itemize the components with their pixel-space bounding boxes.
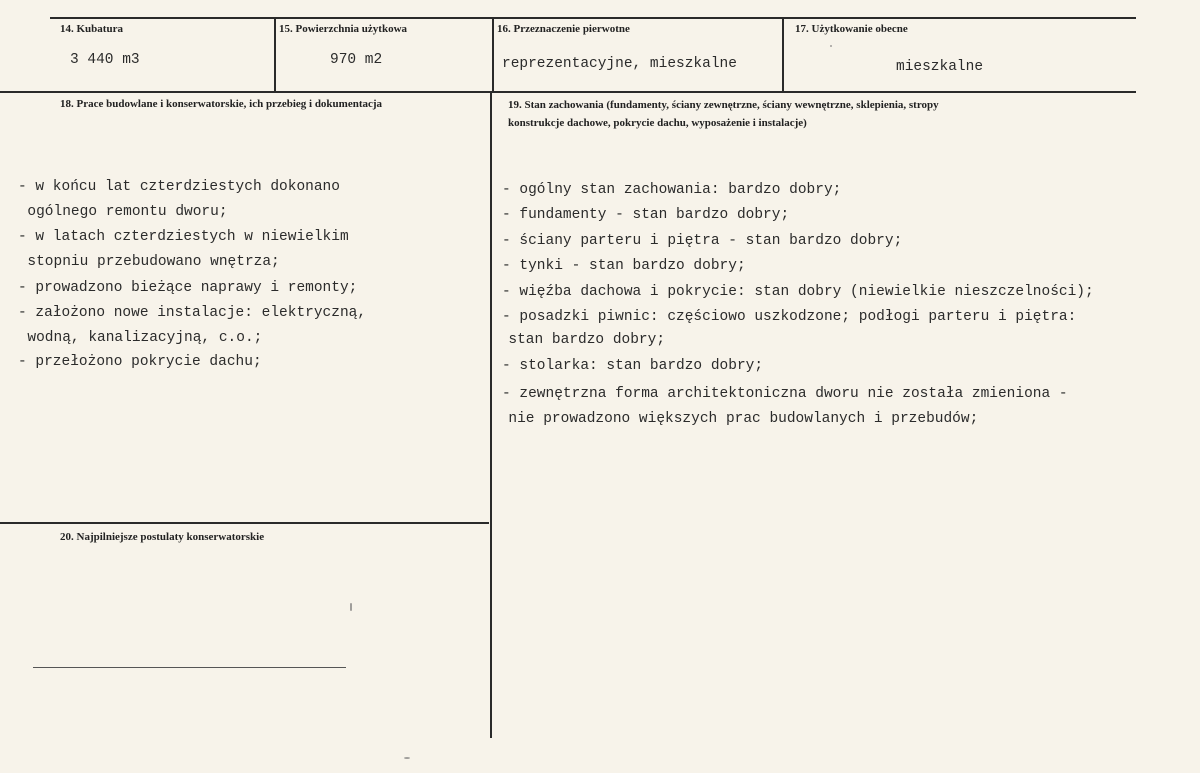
signature-blank-line — [33, 667, 346, 668]
section-19-line: - więźba dachowa i pokrycie: stan dobry (niewielkie nieszczelności); — [502, 284, 1094, 300]
header-divider-1 — [274, 17, 276, 93]
header-divider-2 — [492, 17, 494, 93]
paper-speck — [350, 603, 352, 611]
section-19-line: - stolarka: stan bardzo dobry; — [502, 358, 764, 374]
section-18-line: - przełożono pokrycie dachu; — [18, 354, 262, 370]
section-19-line: - ściany parteru i piętra - stan bardzo dobry; — [502, 233, 903, 249]
field-14-label: 14. Kubatura — [60, 23, 123, 35]
section-19-label — [508, 96, 1138, 132]
section-19-line: - posadzki piwnic: częściowo uszkodzone; podłogi parteru i piętra: — [502, 309, 1077, 325]
field-17-label: 17. Użytkowanie obecne — [795, 23, 908, 35]
top-rule — [50, 17, 1136, 19]
section-18-line: ogólnego remontu dworu; — [10, 204, 228, 220]
field-17-value: mieszkalne — [896, 59, 984, 75]
section-18-line: - założono nowe instalacje: elektryczną, — [18, 305, 367, 321]
field-16-label: 16. Przeznaczenie pierwotne — [497, 23, 630, 35]
section-18-line: - prowadzono bieżące naprawy i remonty; — [18, 280, 358, 296]
section-19-label-line1: 19. Stan zachowania (fundamenty, ściany zewnętrzne, ściany wewnętrzne, sklepienia, stropy — [508, 99, 939, 111]
field-16-value: reprezentacyjne, mieszkalne — [502, 56, 737, 72]
section-19-line: - ogólny stan zachowania: bardzo dobry; — [502, 182, 842, 198]
section-18-line: wodną, kanalizacyjną, c.o.; — [10, 330, 263, 346]
field-15-value: 970 m2 — [330, 52, 383, 68]
section-19-label-line2: konstrukcje dachowe, pokrycie dachu, wyposażenie i instalacje) — [508, 117, 807, 129]
section-19-line: nie prowadzono większych prac budowlanych i przebudów; — [491, 411, 979, 427]
paper-speck — [830, 45, 832, 47]
section20-top-rule — [0, 522, 489, 524]
section-20-label: 20. Najpilniejsze postulaty konserwatorskie — [60, 531, 265, 543]
section-18-line: stopniu przebudowano wnętrza; — [10, 254, 280, 270]
section-18-label: 18. Prace budowlane i konserwatorskie, ich przebieg i dokumentacja — [60, 98, 383, 110]
section-19-line: - fundamenty - stan bardzo dobry; — [502, 207, 790, 223]
section-19-line: - zewnętrzna forma architektoniczna dworu nie została zmieniona - — [502, 386, 1068, 402]
section-18-line: - w końcu lat czterdziestych dokonano — [18, 179, 340, 195]
header-divider-3 — [782, 17, 784, 93]
field-14-value: 3 440 m3 — [70, 52, 140, 68]
header-bottom-rule — [0, 91, 1136, 93]
section-18-line: - w latach czterdziestych w niewielkim — [18, 229, 349, 245]
paper-speck — [404, 757, 410, 759]
field-15-label: 15. Powierzchnia użytkowa — [279, 23, 408, 35]
section-19-line: - tynki - stan bardzo dobry; — [502, 258, 746, 274]
section-19-line: stan bardzo dobry; — [491, 332, 666, 348]
